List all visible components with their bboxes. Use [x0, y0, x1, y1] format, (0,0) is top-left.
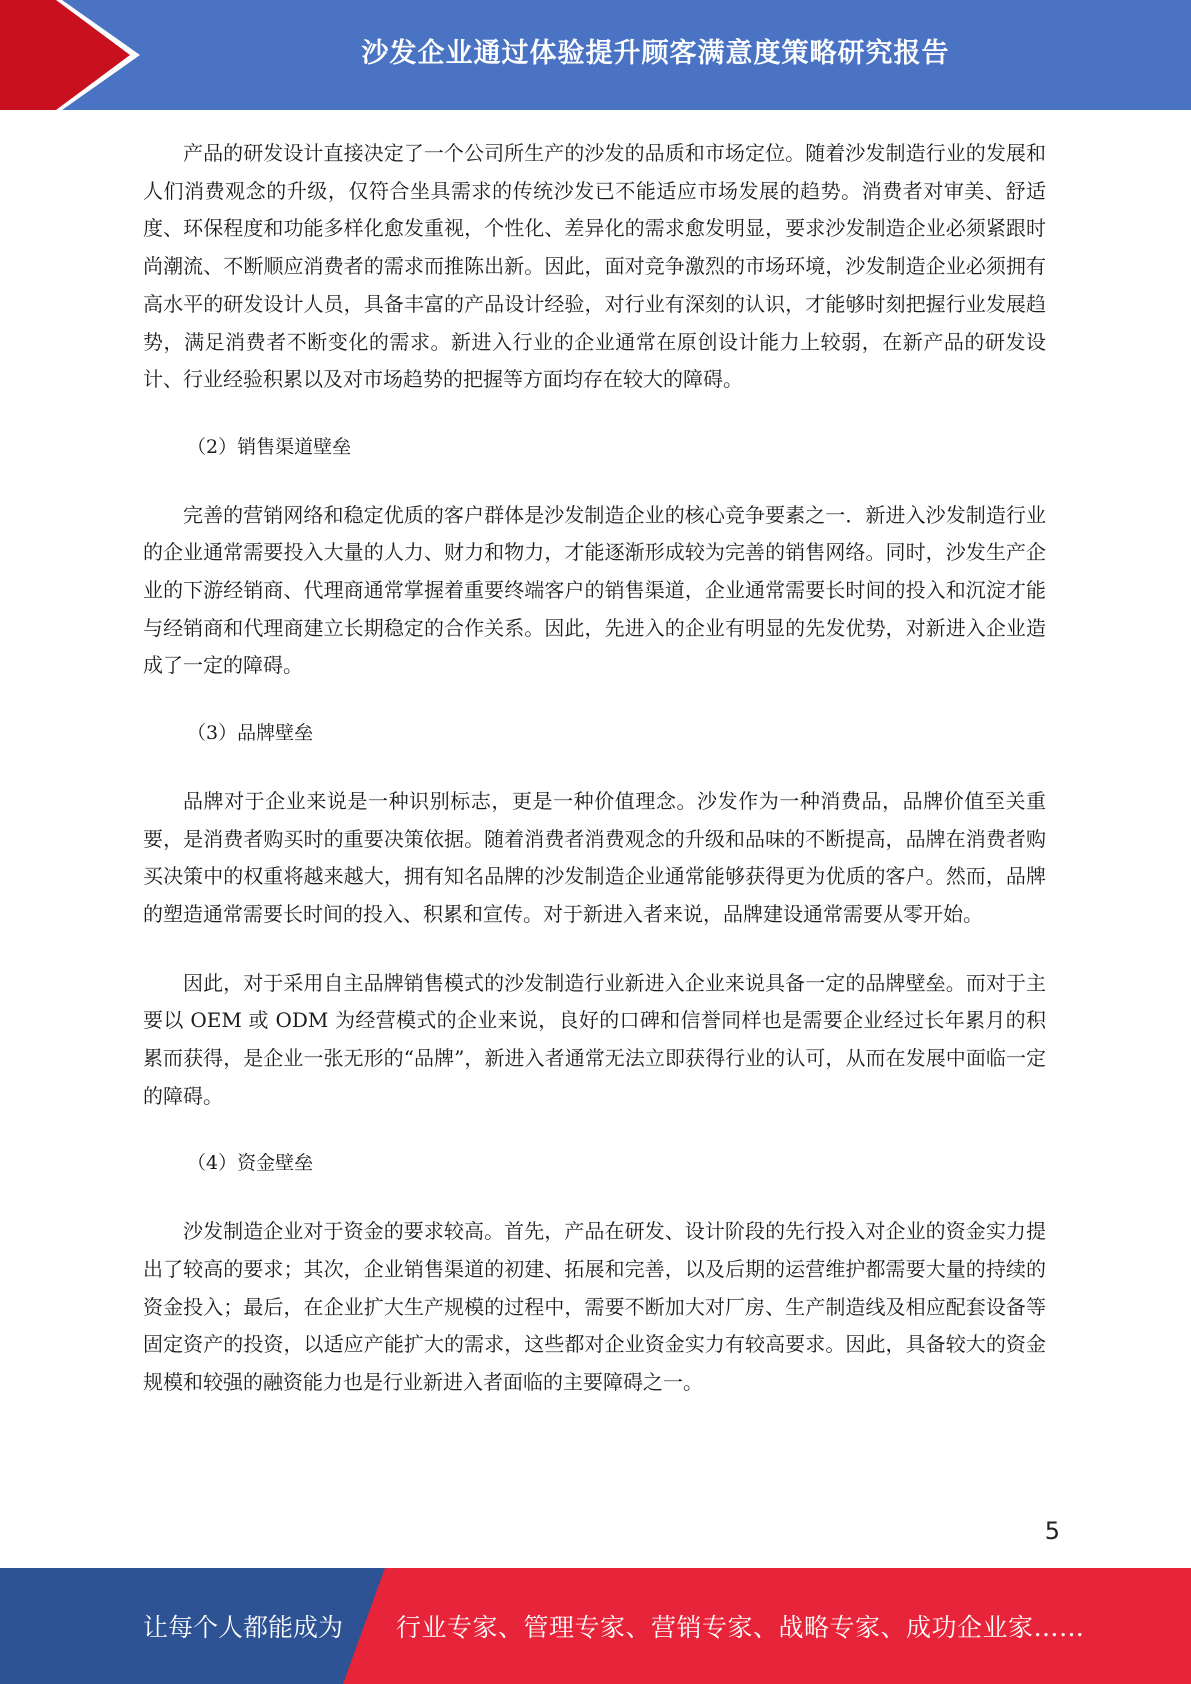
document-title: 沙发企业通过体验提升顾客满意度策略研究报告 — [361, 37, 950, 69]
paragraph-brand: 品牌对于企业来说是一种识别标志，更是一种价值理念。沙发作为一种消费品，品牌价值至关重要，是消费者购买时的重要决策依据。随着消费者消费观念的升级和品味的不断提高，品牌在消费者购买决策中的权重将越来越大，拥有知名品牌的沙发制造企业通常能够获得更为优质的客户。然而，品牌的塑造通常需要长时间的投入、积累和宣传。对于新进入者来说，品牌建设通常需要从零开始。 — [143, 788, 1046, 926]
heading-sales-channel-barrier: （2）销售渠道壁垒 — [187, 435, 352, 458]
page-header — [0, 0, 1191, 110]
paragraph-capital: 沙发制造企业对于资金的要求较高。首先，产品在研发、设计阶段的先行投入对企业的资金实力提出了较高的要求；其次，企业销售渠道的初建、拓展和完善，以及后期的运营维护都需要大量的持续的资金投入；最后，在企业扩大生产规模的过程中，需要不断加大对厂房、生产制造线及相应配套设备等固定资产的投资，以适应产能扩大的需求，这些都对企业资金实力有较高要求。因此，具备较大的资金规模和较强的融资能力也是行业新进入者面临的主要障碍之一。 — [143, 1219, 1046, 1394]
heading-capital-barrier: （4）资金壁垒 — [187, 1152, 314, 1175]
page-footer — [0, 1568, 1191, 1684]
paragraph-sales-channel: 完善的营销网络和稳定优质的客户群体是沙发制造企业的核心竞争要素之一．新进入沙发制造行业的企业通常需要投入大量的人力、财力和物力，才能逐渐形成较为完善的销售网络。同时，沙发生产企业的下游经销商、代理商通常掌握着重要终端客户的销售渠道，企业通常需要长时间的投入和沉淀才能与经销商和代理商建立长期稳定的合作关系。因此，先进入的企业有明显的先发优势，对新进入企业造成了一定的障碍。 — [143, 502, 1046, 678]
document-body — [143, 135, 1046, 1402]
footer-slogan-left: 让每个人都能成为 — [143, 1613, 344, 1642]
page-number: 5 — [1044, 1517, 1060, 1545]
heading-brand-barrier: （3）品牌壁垒 — [187, 722, 314, 745]
footer-slogan-right: 行业专家、管理专家、营销专家、战略专家、成功企业家…… — [396, 1613, 1085, 1642]
header-arrow-decoration — [0, 0, 160, 110]
paragraph-product-design: 产品的研发设计直接决定了一个公司所生产的沙发的品质和市场定位。随着沙发制造行业的发展和人们消费观念的升级，仅符合坐具需求的传统沙发已不能适应市场发展的趋势。消费者对审美、舒适度、环保程度和功能多样化愈发重视，个性化、差异化的需求愈发明显，要求沙发制造企业必须紧跟时尚潮流、不断顺应消费者的需求而推陈出新。因此，面对竞争激烈的市场环境，沙发制造企业必须拥有高水平的研发设计人员，具备丰富的产品设计经验，对行业有深刻的认识，才能够时刻把握行业发展趋势，满足消费者不断变化的需求。新进入行业的企业通常在原创设计能力上较弱，在新产品的研发设计、行业经验积累以及对市场趋势的把握等方面均存在较大的障碍。 — [143, 141, 1046, 392]
paragraph-brand-oem: 因此，对于采用自主品牌销售模式的沙发制造行业新进入企业来说具备一定的品牌壁垒。而对于主要以 OEM 或 ODM 为经营模式的企业来说，良好的口碑和信誉同样也是需要企业经过长年累月的积累而获得，是企业一张无形的“品牌”，新进入者通常无法立即获得行业的认可，从而在发展中面临一定的障碍。 — [143, 970, 1046, 1108]
